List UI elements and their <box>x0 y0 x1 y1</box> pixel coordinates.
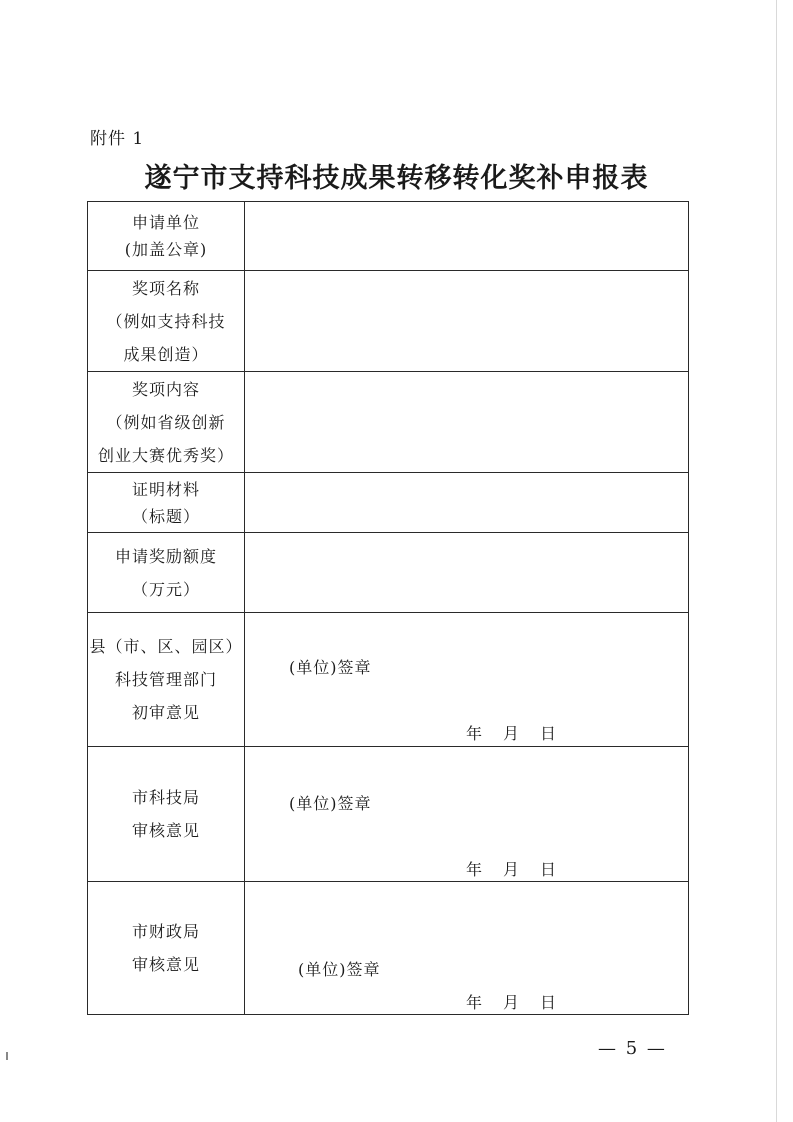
application-form-table <box>87 201 689 1015</box>
date-day-label: 日 <box>540 993 558 1012</box>
attachment-label: 附件 1 <box>90 129 145 149</box>
field-county-review[interactable] <box>245 613 689 747</box>
date-line <box>466 857 557 880</box>
label-city-tech-review: 市科技局 审核意见 <box>88 747 245 882</box>
table-row-award-content <box>88 372 689 473</box>
date-year-label: 年 <box>466 993 484 1012</box>
date-day-label: 日 <box>540 860 558 879</box>
table-row-city-finance-review <box>88 882 689 1015</box>
label-award-name: 奖项名称 （例如支持科技 成果创造） <box>88 271 245 372</box>
seal-label: (单位)签章 <box>289 658 372 677</box>
date-year-label: 年 <box>466 860 484 879</box>
label-reward-amount: 申请奖励额度 （万元） <box>88 533 245 613</box>
table-row-applicant <box>88 202 689 271</box>
field-reward-amount[interactable] <box>245 533 689 613</box>
page-number: — 5 — <box>598 1038 667 1059</box>
date-month-label: 月 <box>503 993 521 1012</box>
scan-mark <box>6 1052 8 1060</box>
table-row-reward-amount <box>88 533 689 613</box>
label-county-review: 县（市、区、园区） 科技管理部门 初审意见 <box>88 613 245 747</box>
page-title: 遂宁市支持科技成果转移转化奖补申报表 <box>144 163 649 194</box>
field-award-content[interactable] <box>245 372 689 473</box>
date-line <box>466 721 557 744</box>
table-row-city-tech-review <box>88 747 689 882</box>
date-month-label: 月 <box>503 724 521 743</box>
date-month-label: 月 <box>503 860 521 879</box>
label-proof-material: 证明材料 （标题） <box>88 473 245 533</box>
date-line <box>466 990 557 1013</box>
seal-label: (单位)签章 <box>298 960 381 979</box>
table-row-county-review <box>88 613 689 747</box>
field-city-finance-review[interactable] <box>245 882 689 1015</box>
field-award-name[interactable] <box>245 271 689 372</box>
label-award-content: 奖项内容 （例如省级创新 创业大赛优秀奖） <box>88 372 245 473</box>
field-city-tech-review[interactable] <box>245 747 689 882</box>
table-row-award-name <box>88 271 689 372</box>
field-applicant-unit[interactable] <box>245 202 689 271</box>
field-proof-material[interactable] <box>245 473 689 533</box>
date-year-label: 年 <box>466 724 484 743</box>
label-city-finance-review: 市财政局 审核意见 <box>88 882 245 1015</box>
label-applicant-unit: 申请单位 (加盖公章) <box>88 202 245 271</box>
table-row-proof-material <box>88 473 689 533</box>
date-day-label: 日 <box>540 724 558 743</box>
seal-label: (单位)签章 <box>289 794 372 813</box>
